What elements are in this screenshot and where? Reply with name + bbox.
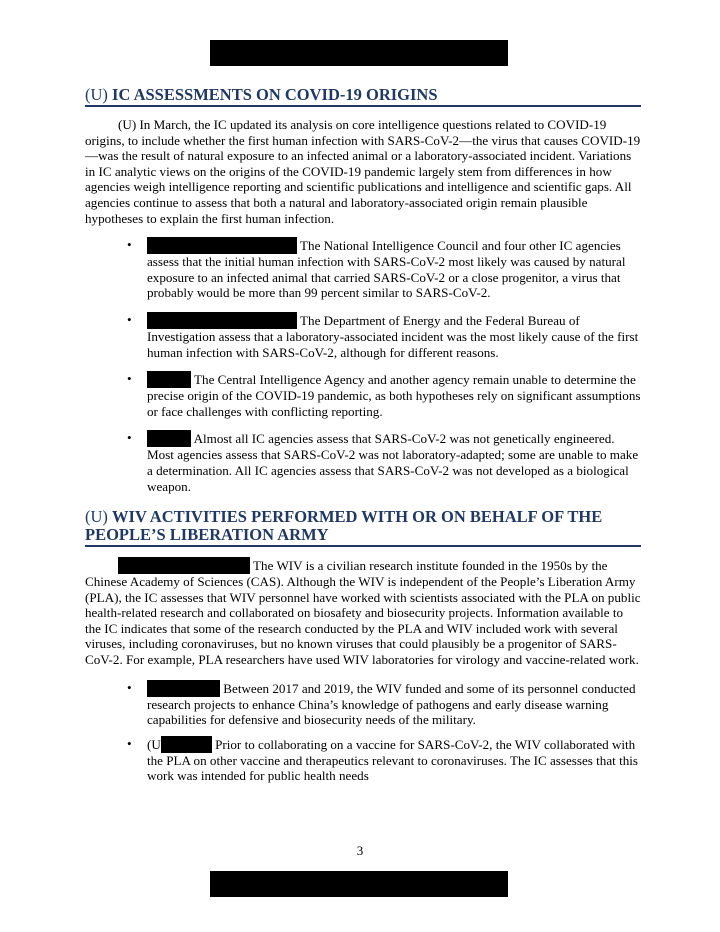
body-paragraph	[85, 557, 641, 668]
bullet-text: The National Intelligence Council and four other IC agencies assess that the initial human infection with SARS-CoV-2 most likely was caused by natural exposure to an infected animal that carried SARS-CoV-2 or a close progenitor, a virus that probably would be more than 99 percent similar to SARS-CoV-2.	[147, 238, 626, 301]
bullet-marker: •	[127, 679, 132, 695]
bullet-list	[85, 237, 641, 494]
bullet-lead: (U	[147, 736, 161, 752]
paragraph-text: The WIV is a civilian research institute founded in the 1950s by the Chinese Academy of Sciences (CAS). Although the WIV is independent of the People’s Liberation Army (PLA), the IC assesses that WIV personnel have worked with scientists associated with the PLA on public health-related research and collaborated on biosafety and biosecurity projects. Information available to the IC indicates that some of the research conducted by the PLA and WIV included work with several viruses, including coronaviruses, but no known viruses that could plausibly be a progenitor of SARS-CoV-2. For example, PLA researchers have used WIV laboratories for virology and vaccine-related work.	[85, 558, 641, 668]
list-item	[85, 371, 641, 419]
redaction-box	[147, 430, 191, 447]
classification-marking: (U)	[85, 85, 113, 104]
section-heading-wiv-activities	[85, 508, 641, 547]
bullet-marker: •	[127, 237, 132, 253]
redaction-box	[147, 371, 191, 388]
redaction-box	[147, 312, 297, 329]
footer-redaction-bar	[210, 871, 508, 897]
page-number: 3	[356, 843, 364, 858]
redaction-box	[147, 680, 220, 697]
bullet-text: Almost all IC agencies assess that SARS-CoV-2 was not genetically engineered. Most agencies assess that SARS-CoV-2 was not laboratory-adapted; some are unable to make a determination. All IC agencies assess that SARS-CoV-2 was not developed as a biological weapon.	[147, 431, 639, 494]
bullet-text: The Central Intelligence Agency and another agency remain unable to determine the precise origin of the COVID-19 pandemic, as both hypotheses rely on significant assumptions or face challenges with conflicting reporting.	[147, 372, 641, 419]
classification-marking: (U)	[85, 507, 113, 527]
bullet-text: The Department of Energy and the Federal Bureau of Investigation assess that a laboratory-associated incident was the most likely cause of the first human infection with SARS-CoV-2, although for different reasons.	[147, 312, 639, 360]
header-redaction-bar	[210, 40, 508, 66]
section-heading-ic-assessments	[85, 86, 641, 107]
section-title: WIV ACTIVITIES PERFORMED WITH OR ON BEHALF OF THE PEOPLE’S LIBERATION ARMY	[85, 507, 603, 545]
redaction-box	[118, 557, 250, 574]
redaction-box	[161, 736, 212, 753]
list-item	[85, 237, 641, 301]
bullet-marker: •	[127, 311, 132, 327]
list-item	[85, 736, 641, 784]
list-item	[85, 312, 641, 360]
bullet-marker: •	[127, 430, 132, 446]
page-content	[85, 86, 641, 784]
bullet-marker: •	[127, 371, 132, 387]
list-item	[85, 430, 641, 494]
bullet-marker: •	[127, 735, 132, 751]
section-title: IC ASSESSMENTS ON COVID-19 ORIGINS	[112, 85, 438, 104]
body-paragraph: (U) In March, the IC updated its analysis on core intelligence questions related to COVID-19 origins, to include whether the first human infection with SARS-CoV-2—the virus that causes COVID-19—was the result of natural exposure to an infected animal or a laboratory-associated incident. Variations in IC analytic views on the origins of the COVID-19 pandemic largely stem from differences in how agencies weigh intelligence reporting and scientific publications and intelligence and scientific gaps. All agencies continue to assess that both a natural and laboratory-associated origin remain plausible hypotheses to explain the first human infection.	[85, 117, 641, 226]
redaction-box	[147, 237, 297, 254]
bullet-list	[85, 680, 641, 784]
bullet-text: Between 2017 and 2019, the WIV funded and some of its personnel conducted research projects to enhance China’s knowledge of pathogens and early disease warning capabilities for defensive and biosecurity needs of the military.	[147, 680, 636, 728]
list-item	[85, 680, 641, 728]
bullet-text: Prior to collaborating on a vaccine for SARS-CoV-2, the WIV collaborated with the PLA on other vaccine and therapeutics relevant to coronaviruses. The IC assesses that this work was intended for public health needs	[147, 736, 638, 784]
